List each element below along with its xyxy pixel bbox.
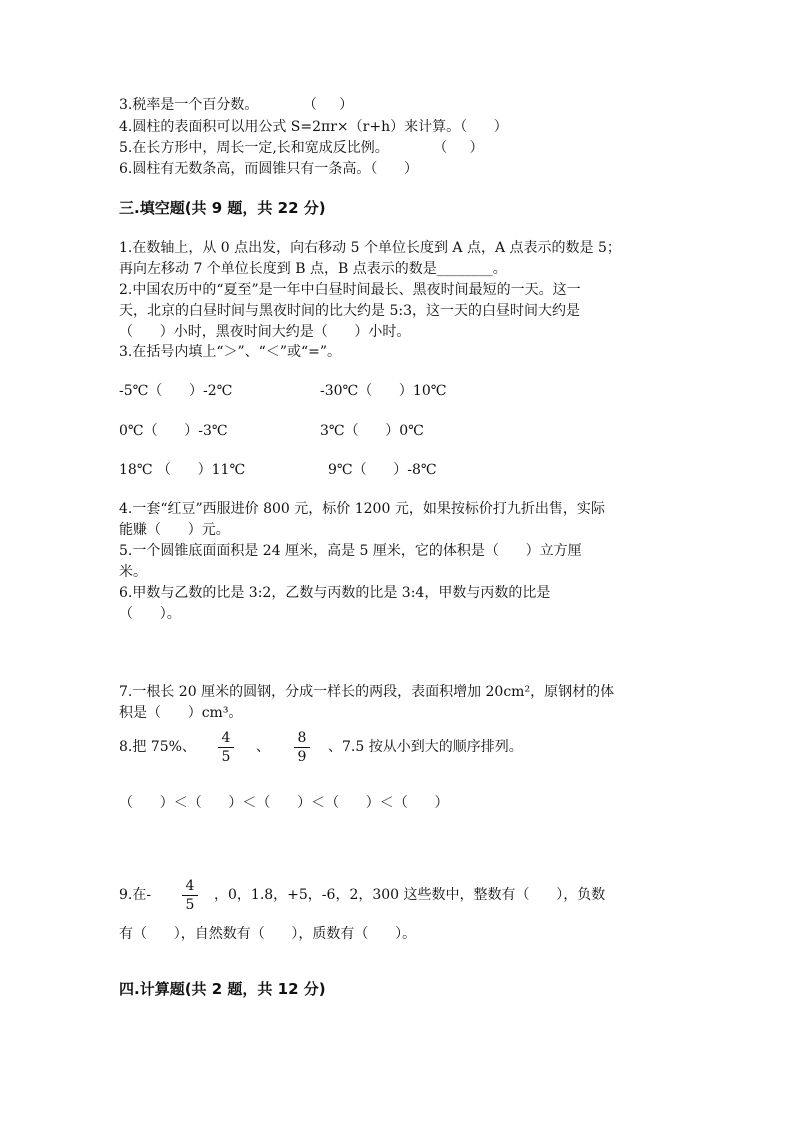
q6-line-1: 6.甲数与乙数的比是 3:2，乙数与丙数的比是 3:4，甲数与丙数的比是 <box>119 585 551 601</box>
q1-line-2: 再向左移动 7 个单位长度到 B 点，B 点表示的数是________。 <box>119 261 507 277</box>
q6-line-2: （ ）。 <box>119 606 181 622</box>
q8-prefix: 8.把 75%、 <box>119 739 196 755</box>
q3-compare-left-2: 0℃（ ）-3℃ <box>119 423 228 439</box>
q3-compare-left-1: -5℃（ ）-2℃ <box>119 383 233 399</box>
section-3-title: 三.填空题(共 9 题，共 22 分) <box>119 199 326 217</box>
q9-suffix: ，0，1.8，+5，-6，2，300 这些数中，整数有（ ），负数 <box>214 887 606 903</box>
q9-frac-denominator: 5 <box>185 897 195 913</box>
q5-line-2: 米。 <box>119 564 147 580</box>
judge-item-3: 3.税率是一个百分数。 （ ） <box>119 97 354 113</box>
q9-prefix: 9.在- <box>119 887 152 903</box>
judge-item-5: 5.在长方形中，周长一定,长和宽成反比例。 （ ） <box>119 140 484 156</box>
q3-compare-left-3: 18℃ （ ）11℃ <box>119 462 246 478</box>
q3-compare-right-3: 9℃（ ）-8℃ <box>328 462 437 478</box>
q5-line-1: 5.一个圆锥底面面积是 24 厘米，高是 5 厘米，它的体积是（ ）立方厘 <box>119 543 582 559</box>
q9-fraction-4-5 <box>182 878 198 913</box>
q7-line-1: 7.一根长 20 厘米的圆钢，分成一样长的两段，表面积增加 20cm²，原钢材的体 <box>119 684 615 700</box>
q8-frac2-denominator: 9 <box>297 749 307 765</box>
q3-compare-right-2: 3℃（ ）0℃ <box>320 423 424 439</box>
q8-separator: 、 <box>256 739 270 755</box>
q4-line-2: 能赚（ ）元。 <box>119 522 230 538</box>
q7-line-2: 积是（ ）cm³。 <box>119 705 243 721</box>
fraction-bar <box>182 895 198 896</box>
fraction-bar <box>294 747 310 748</box>
q2-line-2: 天，北京的白昼时间与黑夜时间的比大约是 5:3，这一天的白昼时间大约是 <box>119 303 580 319</box>
q8-frac1-numerator: 4 <box>221 730 231 746</box>
q8-frac1-denominator: 5 <box>221 749 231 765</box>
q8-answer-line: （ ）＜（ ）＜（ ）＜（ ）＜（ ） <box>119 795 449 811</box>
q3-intro: 3.在括号内填上“＞”、“＜”或“=”。 <box>119 344 342 360</box>
q8-suffix: 、7.5 按从小到大的顺序排列。 <box>328 739 523 755</box>
q9-frac-numerator: 4 <box>185 878 195 894</box>
q4-line-1: 4.一套“红豆”西服进价 800 元，标价 1200 元，如果按标价打九折出售，实际 <box>119 501 605 517</box>
q2-line-3: （ ）小时，黑夜时间大约是（ ）小时。 <box>119 324 411 340</box>
q3-compare-right-1: -30℃（ ）10℃ <box>320 383 447 399</box>
section-4-title: 四.计算题(共 2 题，共 12 分) <box>119 980 326 998</box>
fraction-bar <box>218 747 234 748</box>
q8-fraction-8-9 <box>294 730 310 765</box>
q1-line-1: 1.在数轴上，从 0 点出发，向右移动 5 个单位长度到 A 点，A 点表示的数是 5； <box>119 240 621 256</box>
q9-line-2: 有（ ），自然数有（ ），质数有（ ）。 <box>119 926 417 942</box>
judge-item-4: 4.圆柱的表面积可以用公式 S=2πr×（r+h）来计算。（ ） <box>119 119 508 135</box>
judge-item-6: 6.圆柱有无数条高，而圆锥只有一条高。（ ） <box>119 161 419 177</box>
q8-fraction-4-5 <box>218 730 234 765</box>
q8-frac2-numerator: 8 <box>297 730 307 746</box>
q2-line-1: 2.中国农历中的“夏至”是一年中白昼时间最长、黑夜时间最短的一天。这一 <box>119 282 581 298</box>
